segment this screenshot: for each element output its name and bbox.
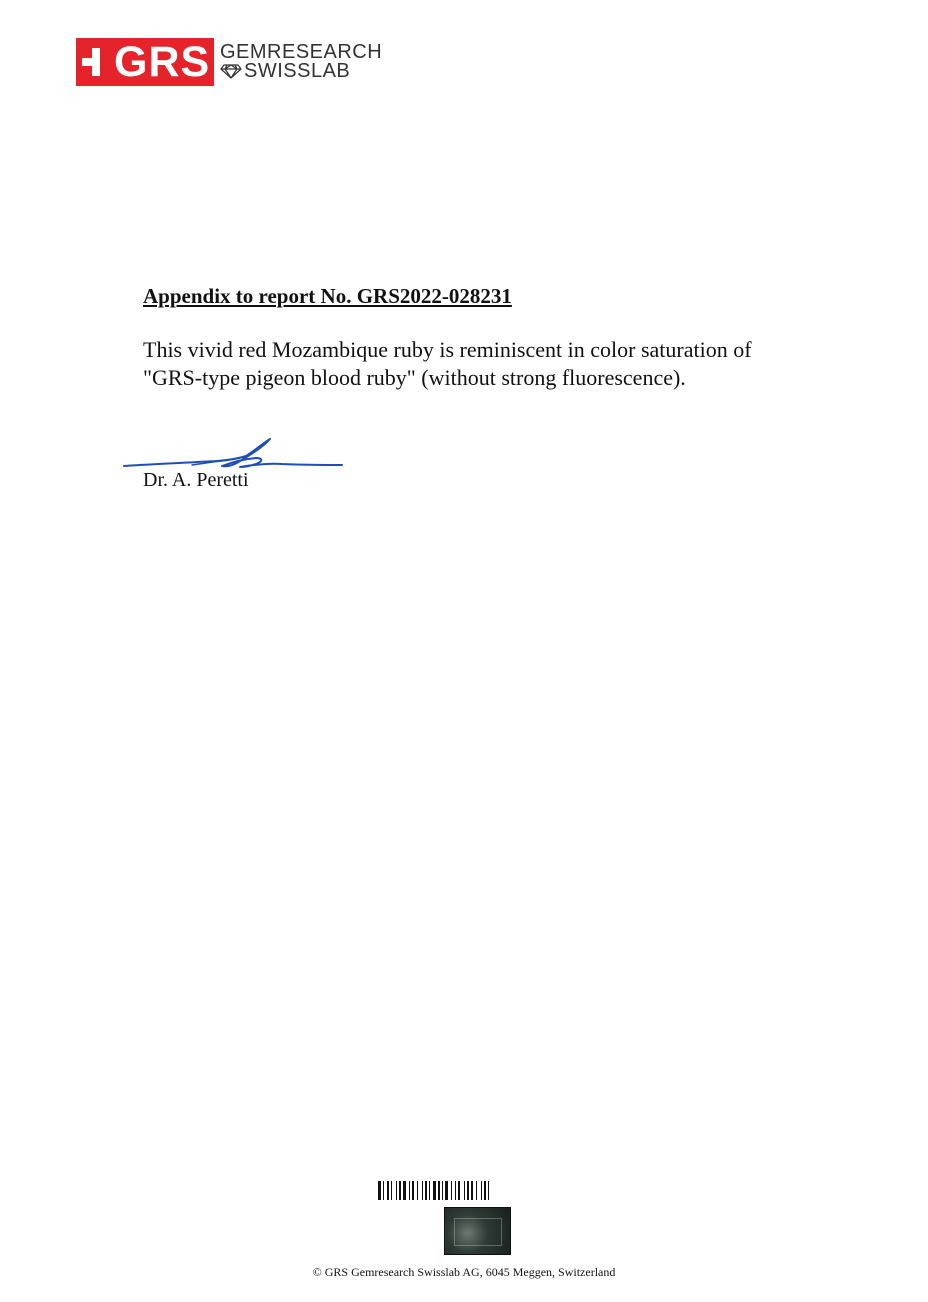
handwritten-signature [122,434,344,474]
appendix-body-line-2: "GRS-type pigeon blood ruby" (without strong fluorescence). [143,365,686,390]
logo-letters: GRS [114,38,211,86]
logo-red-box [76,38,214,86]
logo-wordmark [220,43,382,81]
logo-line-1: GEMRESEARCH [220,41,383,63]
appendix-body-line-1: This vivid red Mozambique ruby is reminiscent in color saturation of [143,337,752,362]
logo-line-2: SWISSLAB [244,60,351,82]
signer-name: Dr. A. Peretti [143,469,249,491]
appendix-body [143,336,803,392]
appendix-heading: Appendix to report No. GRS2022-028231 [143,284,512,308]
security-hologram [444,1207,511,1255]
swiss-cross-icon [82,48,110,76]
barcode [378,1181,572,1200]
company-logo [76,38,382,86]
footer-copyright: © GRS Gemresearch Swisslab AG, 6045 Meggen, Switzerland [312,1265,616,1279]
diamond-icon [220,64,242,79]
